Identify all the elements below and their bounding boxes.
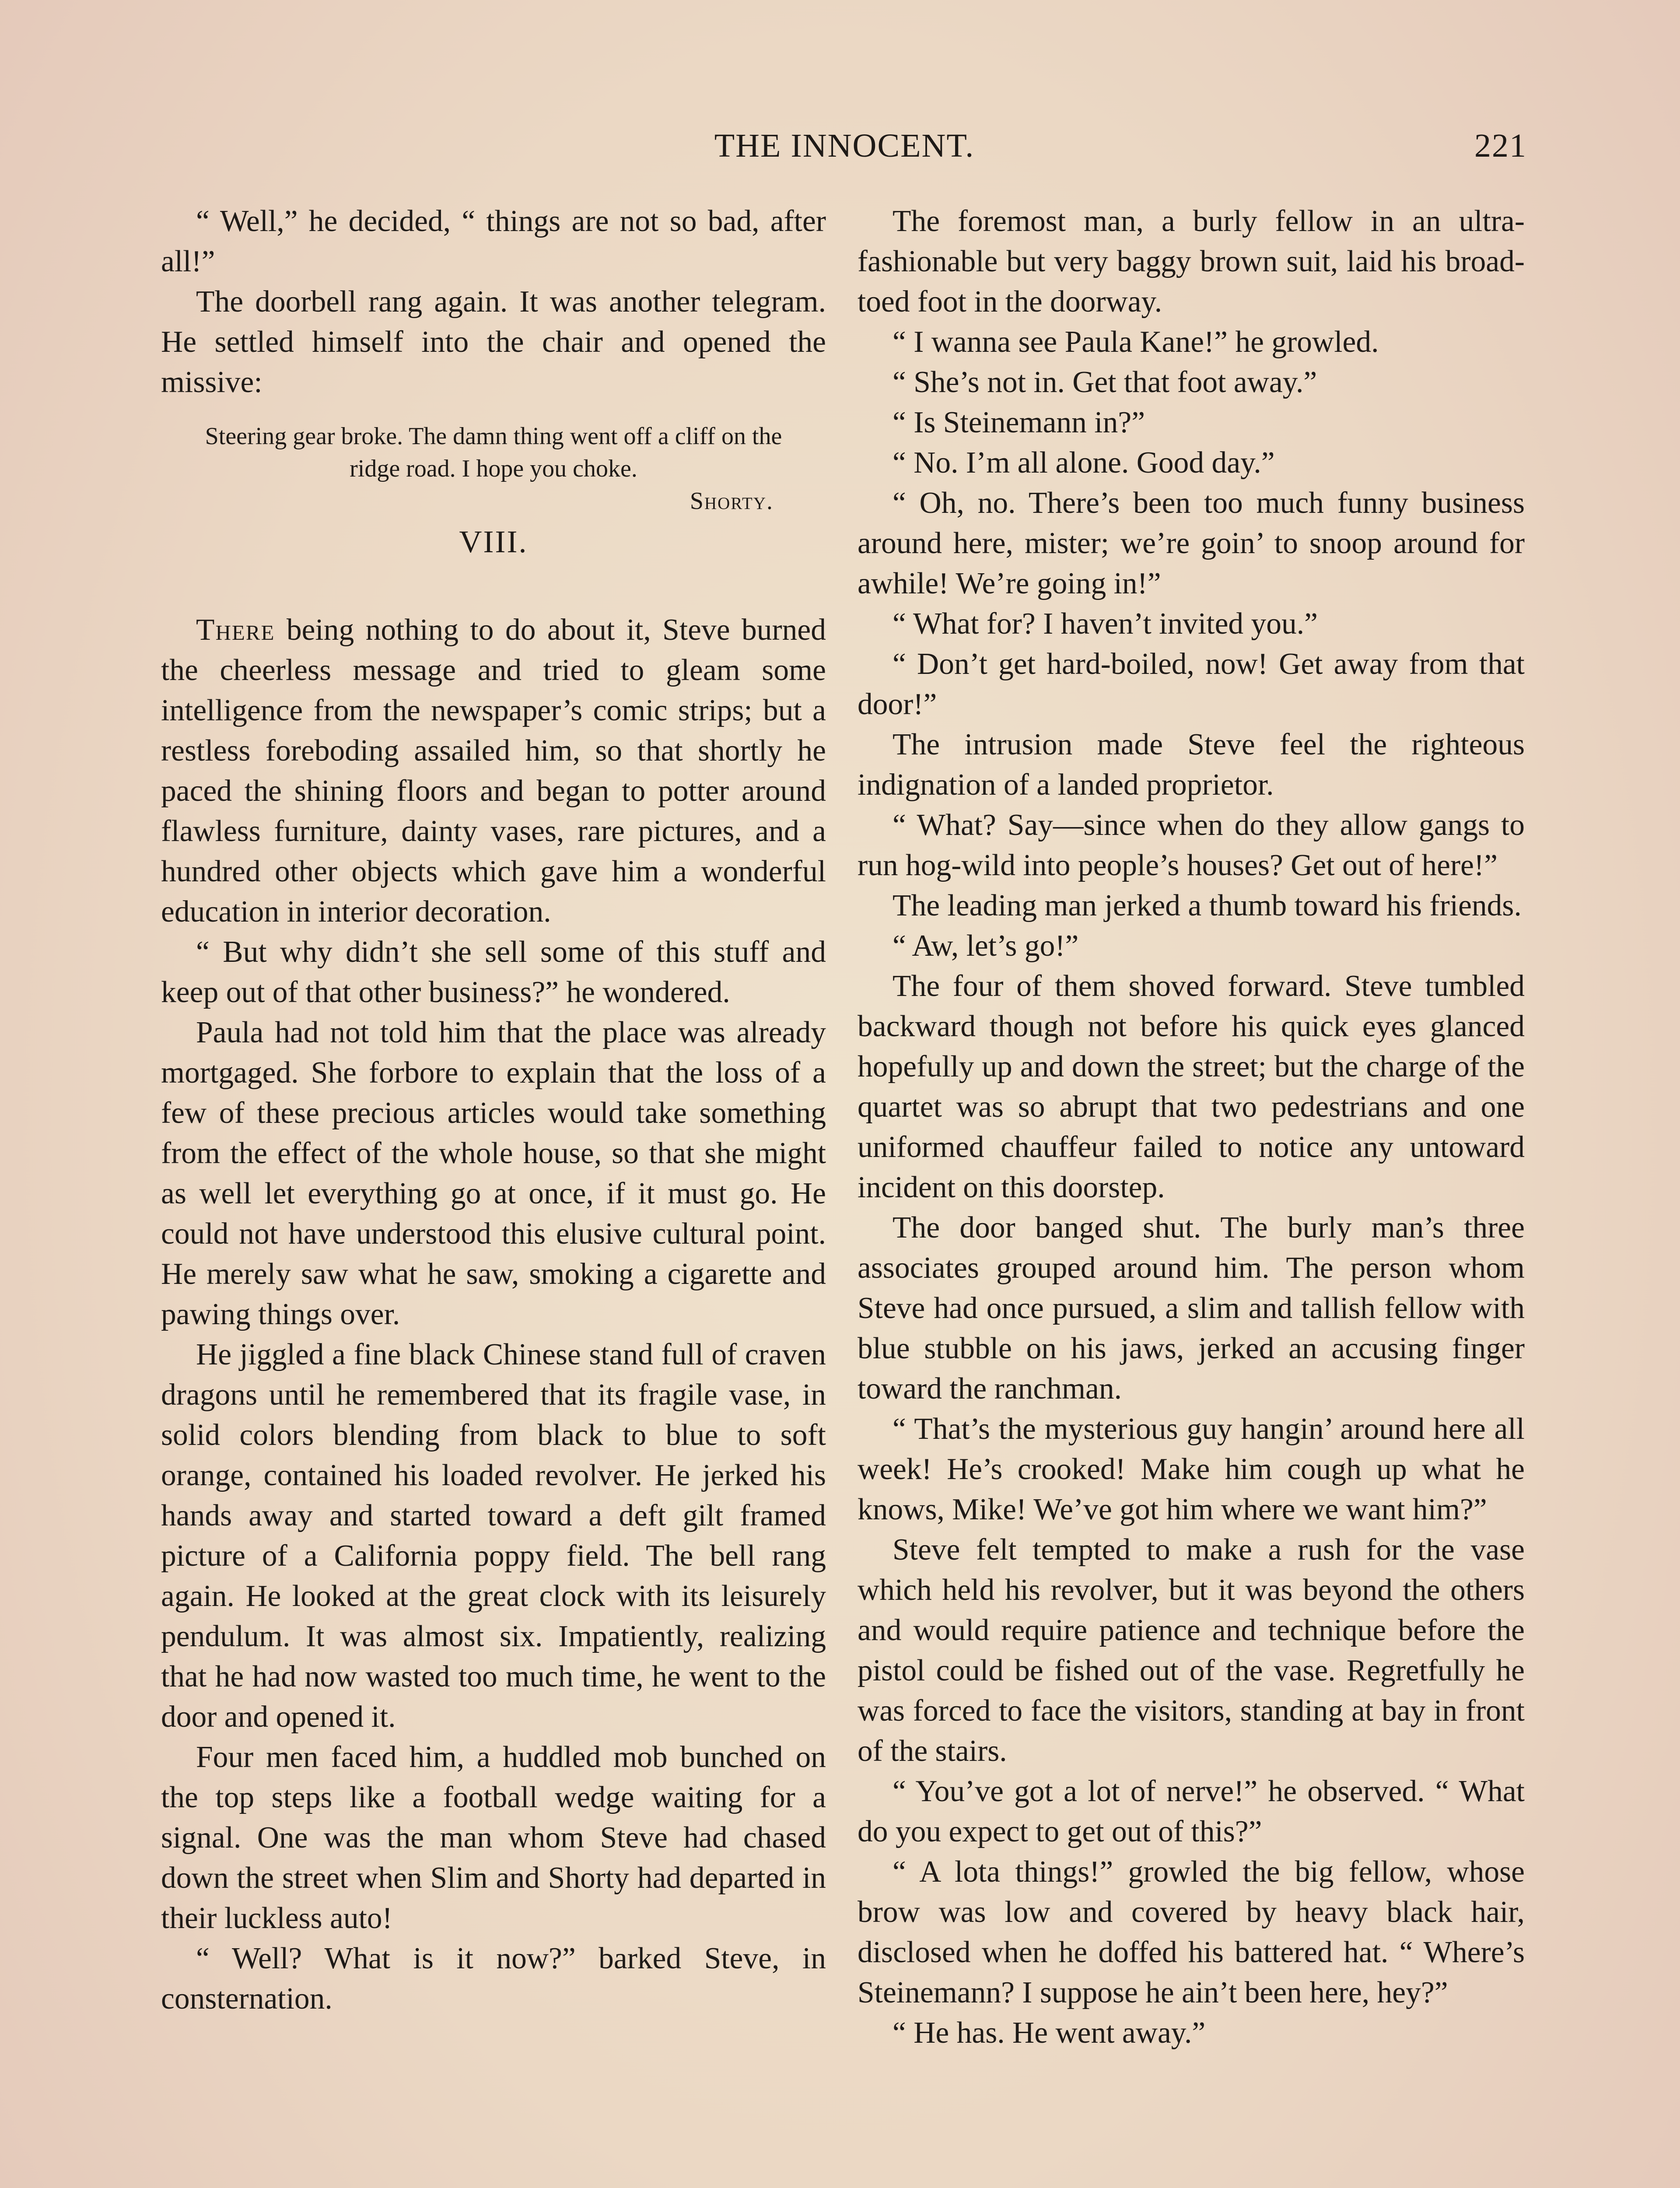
paragraph: “ What? Say—since when do they allow gangs to run hog-wild into people’s houses? Get out of here!” <box>858 808 1525 882</box>
telegram-body: Steering gear broke. The damn thing went off a cliff on the ridge road. I hope you choke. <box>205 423 782 482</box>
paragraph: Four men faced him, a huddled mob bunched on the top steps like a football wedge waiting for a signal. One was the man whom Steve had chased down the street when Slim and Shorty had departed in their luckless auto! <box>161 1740 826 1935</box>
paragraph: “ You’ve got a lot of nerve!” he observed. “ What do you expect to get out of this?” <box>858 1774 1525 1848</box>
paragraph: Paula had not told him that the place was already mortgaged. She forbore to explain that the loss of a few of these precious articles would take something from the effect of the whole house, so that she might as well let everything go at once, if it must go. He could not have understood this elusive cultural point. He merely saw what he saw, smoking a cigarette and pawing things over. <box>161 1016 826 1331</box>
chapter-lead-in: There <box>196 613 275 647</box>
paragraph: The leading man jerked a thumb toward his friends. <box>892 889 1522 922</box>
paragraph: “ Well,” he decided, “ things are not so bad, after all!” <box>161 204 826 278</box>
paragraph: “ But why didn’t she sell some of this stuff and keep out of that other business?” he wondered. <box>161 935 826 1009</box>
paragraph: “ She’s not in. Get that foot away.” <box>892 365 1317 399</box>
paragraph: The intrusion made Steve feel the righteous indignation of a landed proprietor. <box>858 728 1525 802</box>
paragraph: “ A lota things!” growled the big fellow, whose brow was low and covered by heavy black hair, disclosed when he doffed his battered hat. “ Where’s Steinemann? I suppose he ain’t been here, hey?” <box>858 1855 1525 2009</box>
chapter-heading: VIII. <box>459 524 528 559</box>
paragraph: “ Well? What is it now?” barked Steve, in consternation. <box>161 1942 826 2016</box>
paragraph-text: being nothing to do about it, Steve burned the cheerless message and tried to gleam some intelligence from the newspaper’s comic strips; but a restless foreboding assailed him, so that shortly he paced the shining floors and began to potter around flawless furniture, dainty vases, rare pictures, and a hundred other objects which gave him a wonderful education in interior decoration. <box>161 613 826 929</box>
paragraph: The doorbell rang again. It was another telegram. He settled himself into the chair and opened the missive: <box>161 285 826 399</box>
paragraph: “ What for? I haven’t invited you.” <box>892 607 1318 641</box>
paragraph: Steve felt tempted to make a rush for the vase which held his revolver, but it was beyond the others and would require patience and technique before the pistol could be fished out of the vase. Regretfully he was forced to face the visitors, standing at bay in front of the stairs. <box>858 1533 1525 1768</box>
paragraph: “ Aw, let’s go!” <box>892 929 1079 963</box>
page-title: THE INNOCENT. <box>714 127 975 164</box>
paragraph: “ No. I’m all alone. Good day.” <box>892 446 1275 480</box>
telegram-text <box>178 420 808 517</box>
right-column <box>858 201 1525 2053</box>
paragraph: The foremost man, a burly fellow in an ultra-fashionable but very baggy brown suit, laid his broad-toed foot in the doorway. <box>858 204 1525 319</box>
left-column <box>161 201 826 2019</box>
running-head <box>162 127 1527 171</box>
page-number: 221 <box>1474 127 1527 164</box>
paragraph: “ He has. He went away.” <box>892 2016 1206 2050</box>
paragraph: He jiggled a fine black Chinese stand full of craven dragons until he remembered that its fragile vase, in solid colors blending from black to blue to soft orange, contained his loaded revolver. He jerked his hands away and started toward a deft gilt framed picture of a California poppy field. The bell rang again. He looked at the great clock with its leisurely pendulum. It was almost six. Impatiently, realizing that he had now wasted too much time, he went to the door and opened it. <box>161 1338 826 1734</box>
paragraph: The door banged shut. The burly man’s three associates grouped around him. The person whom Steve had once pursued, a slim and tallish fellow with blue stubble on his jaws, jerked an accusing finger toward the ranchman. <box>858 1211 1525 1406</box>
telegram-signature: Shorty. <box>690 487 774 515</box>
paragraph: “ I wanna see Paula Kane!” he growled. <box>892 325 1379 359</box>
paragraph: “ Oh, no. There’s been too much funny business around here, mister; we’re goin’ to snoop around for awhile! We’re going in!” <box>858 486 1525 600</box>
paragraph: “ Is Steinemann in?” <box>892 406 1145 439</box>
paragraph: “ Don’t get hard-boiled, now! Get away from that door!” <box>858 647 1525 721</box>
paragraph <box>161 610 826 932</box>
paragraph: “ That’s the mysterious guy hangin’ around here all week! He’s crooked! Make him cough up what he knows, Mike! We’ve got him where we want him?” <box>858 1412 1525 1526</box>
paragraph: The four of them shoved forward. Steve tumbled backward though not before his quick eyes glanced hopefully up and down the street; but the charge of the quartet was so abrupt that two pedestrians and one uniformed chauffeur failed to notice any untoward incident on this doorstep. <box>858 969 1525 1204</box>
